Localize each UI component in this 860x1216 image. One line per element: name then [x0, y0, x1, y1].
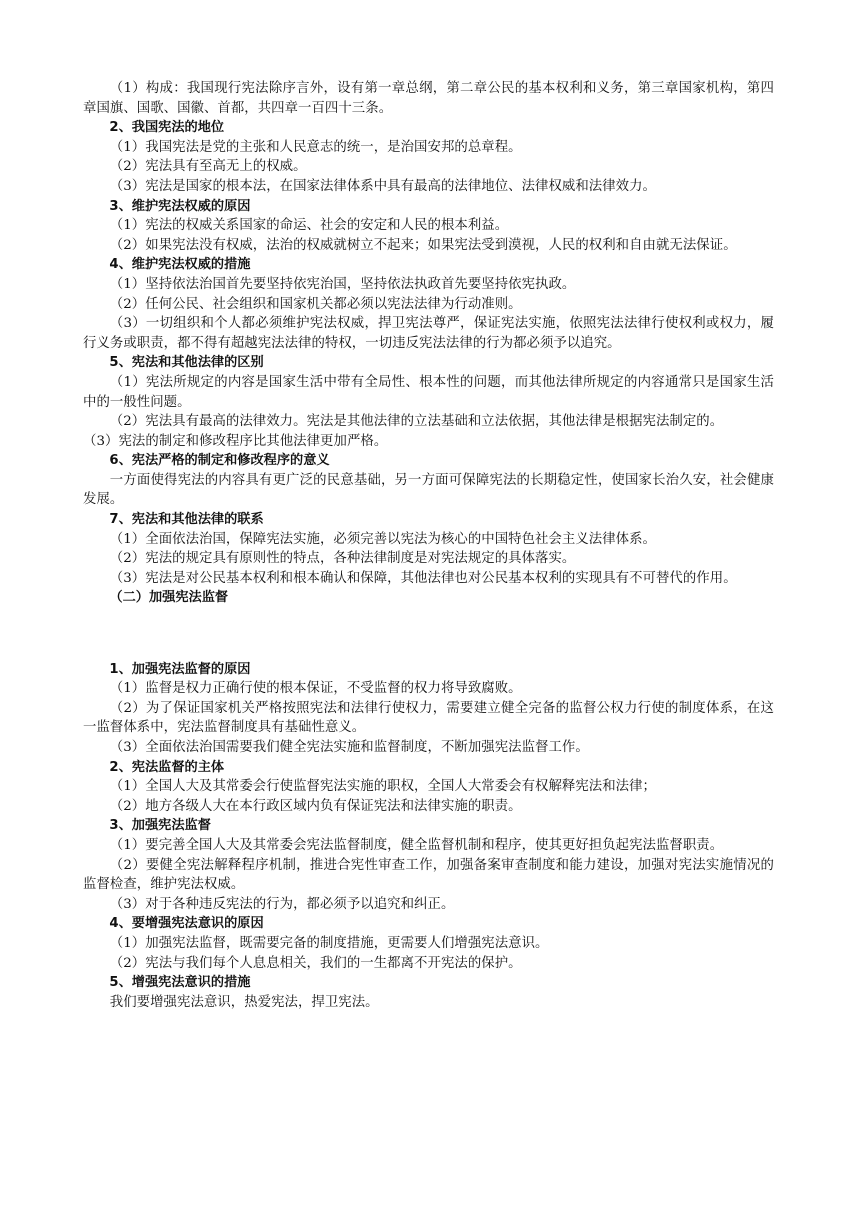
- body-paragraph: （2）宪法具有最高的法律效力。宪法是其他法律的立法基础和立法依据，其他法律是根据宪法制定的。: [109, 414, 724, 430]
- section-heading: 2、宪法监督的主体: [109, 759, 225, 775]
- section-heading: （二）加强宪法监督: [109, 590, 229, 606]
- body-paragraph: （1）全国人大及其常委会行使监督宪法实施的职权，全国人大常委会有权解释宪法和法律；: [109, 779, 656, 795]
- body-paragraph: （2）宪法的规定具有原则性的特点，各种法律制度是对宪法规定的具体落实。: [109, 551, 576, 567]
- body-paragraph: （1）要完善全国人大及其常委会宪法监督制度，健全监督机制和程序，使其更好担负起宪法监督职责。: [109, 837, 724, 853]
- section-heading: 4、维护宪法权威的措施: [109, 257, 251, 273]
- body-paragraph: （1）宪法所规定的内容是国家生活中带有全局性、根本性的问题，而其他法律所规定的内容通常只是国家生活中的一般性问题。: [83, 374, 774, 410]
- body-paragraph: （1）全面依法治国，保障宪法实施，必须完善以宪法为核心的中国特色社会主义法律体系。: [109, 531, 656, 547]
- body-paragraph: （3）宪法是国家的根本法，在国家法律体系中具有最高的法律地位、法律权威和法律效力。: [109, 178, 656, 194]
- section-heading: 2、我国宪法的地位: [109, 120, 225, 136]
- section-heading: 1、加强宪法监督的原因: [109, 661, 251, 677]
- body-paragraph: （3）宪法是对公民基本权利和根本确认和保障，其他法律也对公民基本权利的实现具有不可替代的作用。: [109, 570, 737, 586]
- section-heading: 3、加强宪法监督: [109, 818, 211, 834]
- body-paragraph: （3）对于各种违反宪法的行为，都必须予以追究和纠正。: [109, 896, 455, 912]
- body-paragraph: （1）我国宪法是党的主张和人民意志的统一，是治国安邦的总章程。: [109, 139, 522, 155]
- blank-line: [83, 624, 774, 644]
- body-paragraph: （2）宪法具有至高无上的权威。: [109, 159, 307, 175]
- body-paragraph: （3）全面依法治国需要我们健全宪法实施和监督制度，不断加强宪法监督工作。: [109, 740, 589, 755]
- body-paragraph: （1）构成：我国现行宪法除序言外，设有第一章总纲，第二章公民的基本权利和义务，第三章国家机构，第四章国旗、国歌、国徽、首都，共四章一百四十三条。: [83, 81, 774, 116]
- body-paragraph: （1）坚持依法治国首先要坚持依宪治国，坚持依法执政首先要坚持依宪执政。: [109, 276, 576, 292]
- section-heading: 4、要增强宪法意识的原因: [109, 916, 264, 932]
- body-paragraph: （1）监督是权力正确行使的根本保证，不受监督的权力将导致腐败。: [109, 681, 522, 697]
- section-heading: 6、宪法严格的制定和修改程序的意义: [109, 453, 330, 469]
- body-paragraph: （1）宪法的权威关系国家的命运、社会的安定和人民的根本利益。: [109, 218, 509, 234]
- body-paragraph: （2）为了保证国家机关严格按照宪法和法律行使权力，需要建立健全完备的监督公权力行使的制度体系，在这一监督体系中，宪法监督制度具有基础性意义。: [83, 700, 774, 736]
- body-paragraph: （2）宪法与我们每个人息息相关，我们的一生都离不开宪法的保护。: [109, 955, 522, 971]
- body-paragraph: 一方面使得宪法的内容具有更广泛的民意基础，另一方面可保障宪法的长期稳定性，使国家长治久安，社会健康发展。: [83, 472, 774, 508]
- section-heading: 3、维护宪法权威的原因: [109, 198, 251, 214]
- body-paragraph: （2）要健全宪法解释程序机制，推进合宪性审查工作，加强备案审查制度和能力建设，加强对宪法实施情况的监督检查，维护宪法权威。: [83, 857, 774, 893]
- body-paragraph: （2）如果宪法没有权威，法治的权威就树立不起来；如果宪法受到漠视，人民的权利和自由就无法保证。: [109, 237, 737, 253]
- body-paragraph: （2）地方各级人大在本行政区域内负有保证宪法和法律实施的职责。: [109, 798, 522, 814]
- body-paragraph: （3）一切组织和个人都必须维护宪法权威，捍卫宪法尊严，保证宪法实施，依照宪法法律行使权利或权力，履行义务或职责，都不得有超越宪法法律的特权，一切违反宪法法律的行为都必须予以追究。: [83, 316, 774, 351]
- document-body: [83, 79, 774, 1012]
- body-paragraph: （3）宪法的制定和修改程序比其他法律更加严格。: [83, 433, 388, 449]
- body-paragraph: （1）加强宪法监督，既需要完备的制度措施，更需要人们增强宪法意识。: [109, 935, 549, 951]
- body-paragraph: （2）任何公民、社会组织和国家机关都必须以宪法法律为行动准则。: [109, 296, 522, 312]
- section-heading: 7、宪法和其他法律的联系: [109, 512, 264, 528]
- body-paragraph: 我们要增强宪法意识，热爱宪法，捍卫宪法。: [109, 994, 379, 1010]
- section-heading: 5、增强宪法意识的措施: [109, 975, 251, 991]
- section-heading: 5、宪法和其他法律的区别: [109, 355, 264, 371]
